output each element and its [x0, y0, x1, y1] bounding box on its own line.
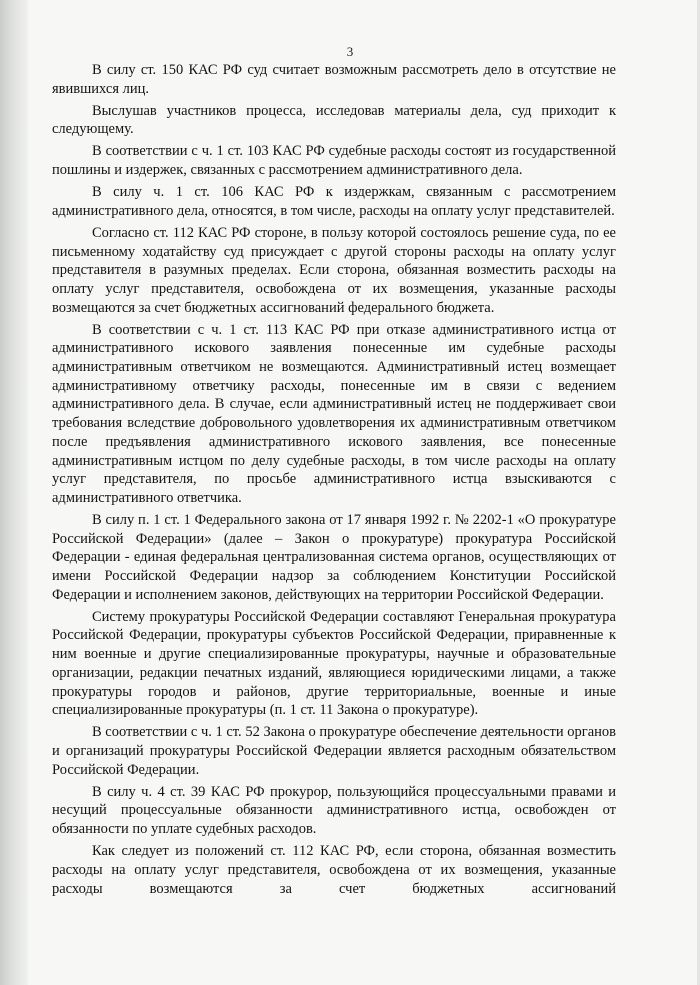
- paragraph: В соответствии с ч. 1 ст. 103 КАС РФ судебные расходы состоят из государственной пошлины и издержек, связанных с рассмотрением административного дела.: [52, 143, 616, 179]
- page-number: 3: [346, 44, 354, 59]
- paragraph: В силу п. 1 ст. 1 Федерального закона от 17 января 1992 г. № 2202-1 «О прокуратуре Российской Федерации» (далее – Закон о прокуратуре) прокуратура Российской Федерации - единая федеральная централизованная система органов, осуществляющих от имени Российской Федерации надзор за соблюдением Конституции Российской Федерации и исполнением законов, действующих на территории Российской Федерации.: [52, 511, 616, 603]
- document-body: [52, 61, 616, 902]
- paragraph: Выслушав участников процесса, исследовав материалы дела, суд приходит к следующему.: [52, 102, 616, 138]
- paragraph: В силу ст. 150 КАС РФ суд считает возможным рассмотреть дело в отсутствие не явившихся лиц.: [52, 62, 616, 97]
- paragraph: В соответствии с ч. 1 ст. 52 Закона о прокуратуре обеспечение деятельности органов и организаций прокуратуры Российской Федерации является расходным обязательством Российской Федерации.: [52, 724, 616, 778]
- paragraph: В соответствии с ч. 1 ст. 113 КАС РФ при отказе административного истца от административного искового заявления понесенные им судебные расходы административным ответчиком не возмещаются. Административный истец возмещает административному ответчику расходы, понесенные им в связи с ведением административного дела. В случае, если административный истец не поддерживает свои требования вследствие добровольного удовлетворения их административным ответчиком после предъявления административного искового заявления, все понесенные административным истцом по делу судебные расходы, в том числе расходы на оплату услуг представителя, по просьбе административного истца взыскиваются с административного ответчика.: [52, 321, 616, 506]
- paragraph: В силу ч. 1 ст. 106 КАС РФ к издержкам, связанным с рассмотрением административного дела, относятся, в том числе, расходы на оплату услуг представителей.: [52, 184, 616, 219]
- paragraph: Согласно ст. 112 КАС РФ стороне, в пользу которой состоялось решение суда, по ее письменному ходатайству суд присуждает с другой стороны расходы на оплату услуг представителя в разумных пределах. Если сторона, обязанная возместить расходы на оплату услуг представителя, освобождена от их возмещения, указанные расходы возмещаются за счет бюджетных ассигнований федерального бюджета.: [52, 224, 616, 316]
- binding-shadow: [0, 0, 28, 985]
- paragraph: В силу ч. 4 ст. 39 КАС РФ прокурор, пользующийся процессуальными правами и несущий процессуальные обязанности административного истца, освобожден от обязанности по уплате судебных расходов.: [52, 783, 616, 838]
- paragraph: Систему прокуратуры Российской Федерации составляют Генеральная прокуратура Российской Федерации, прокуратуры субъектов Российской Федерации, приравненные к ним военные и другие специализированные прокуратуры, научные и образовательные организации, редакции печатных изданий, являющиеся юридическими лицами, а также прокуратуры городов и районов, другие территориальные, военные и иные специализированные прокуратуры (п. 1 ст. 11 Закона о прокуратуре).: [52, 608, 616, 719]
- paragraph: Как следует из положений ст. 112 КАС РФ, если сторона, обязанная возместить расходы на оплату услуг представителя, освобождена от их возмещения, указанные расходы возмещаются за счет бюджетных ассигнований: [52, 843, 616, 897]
